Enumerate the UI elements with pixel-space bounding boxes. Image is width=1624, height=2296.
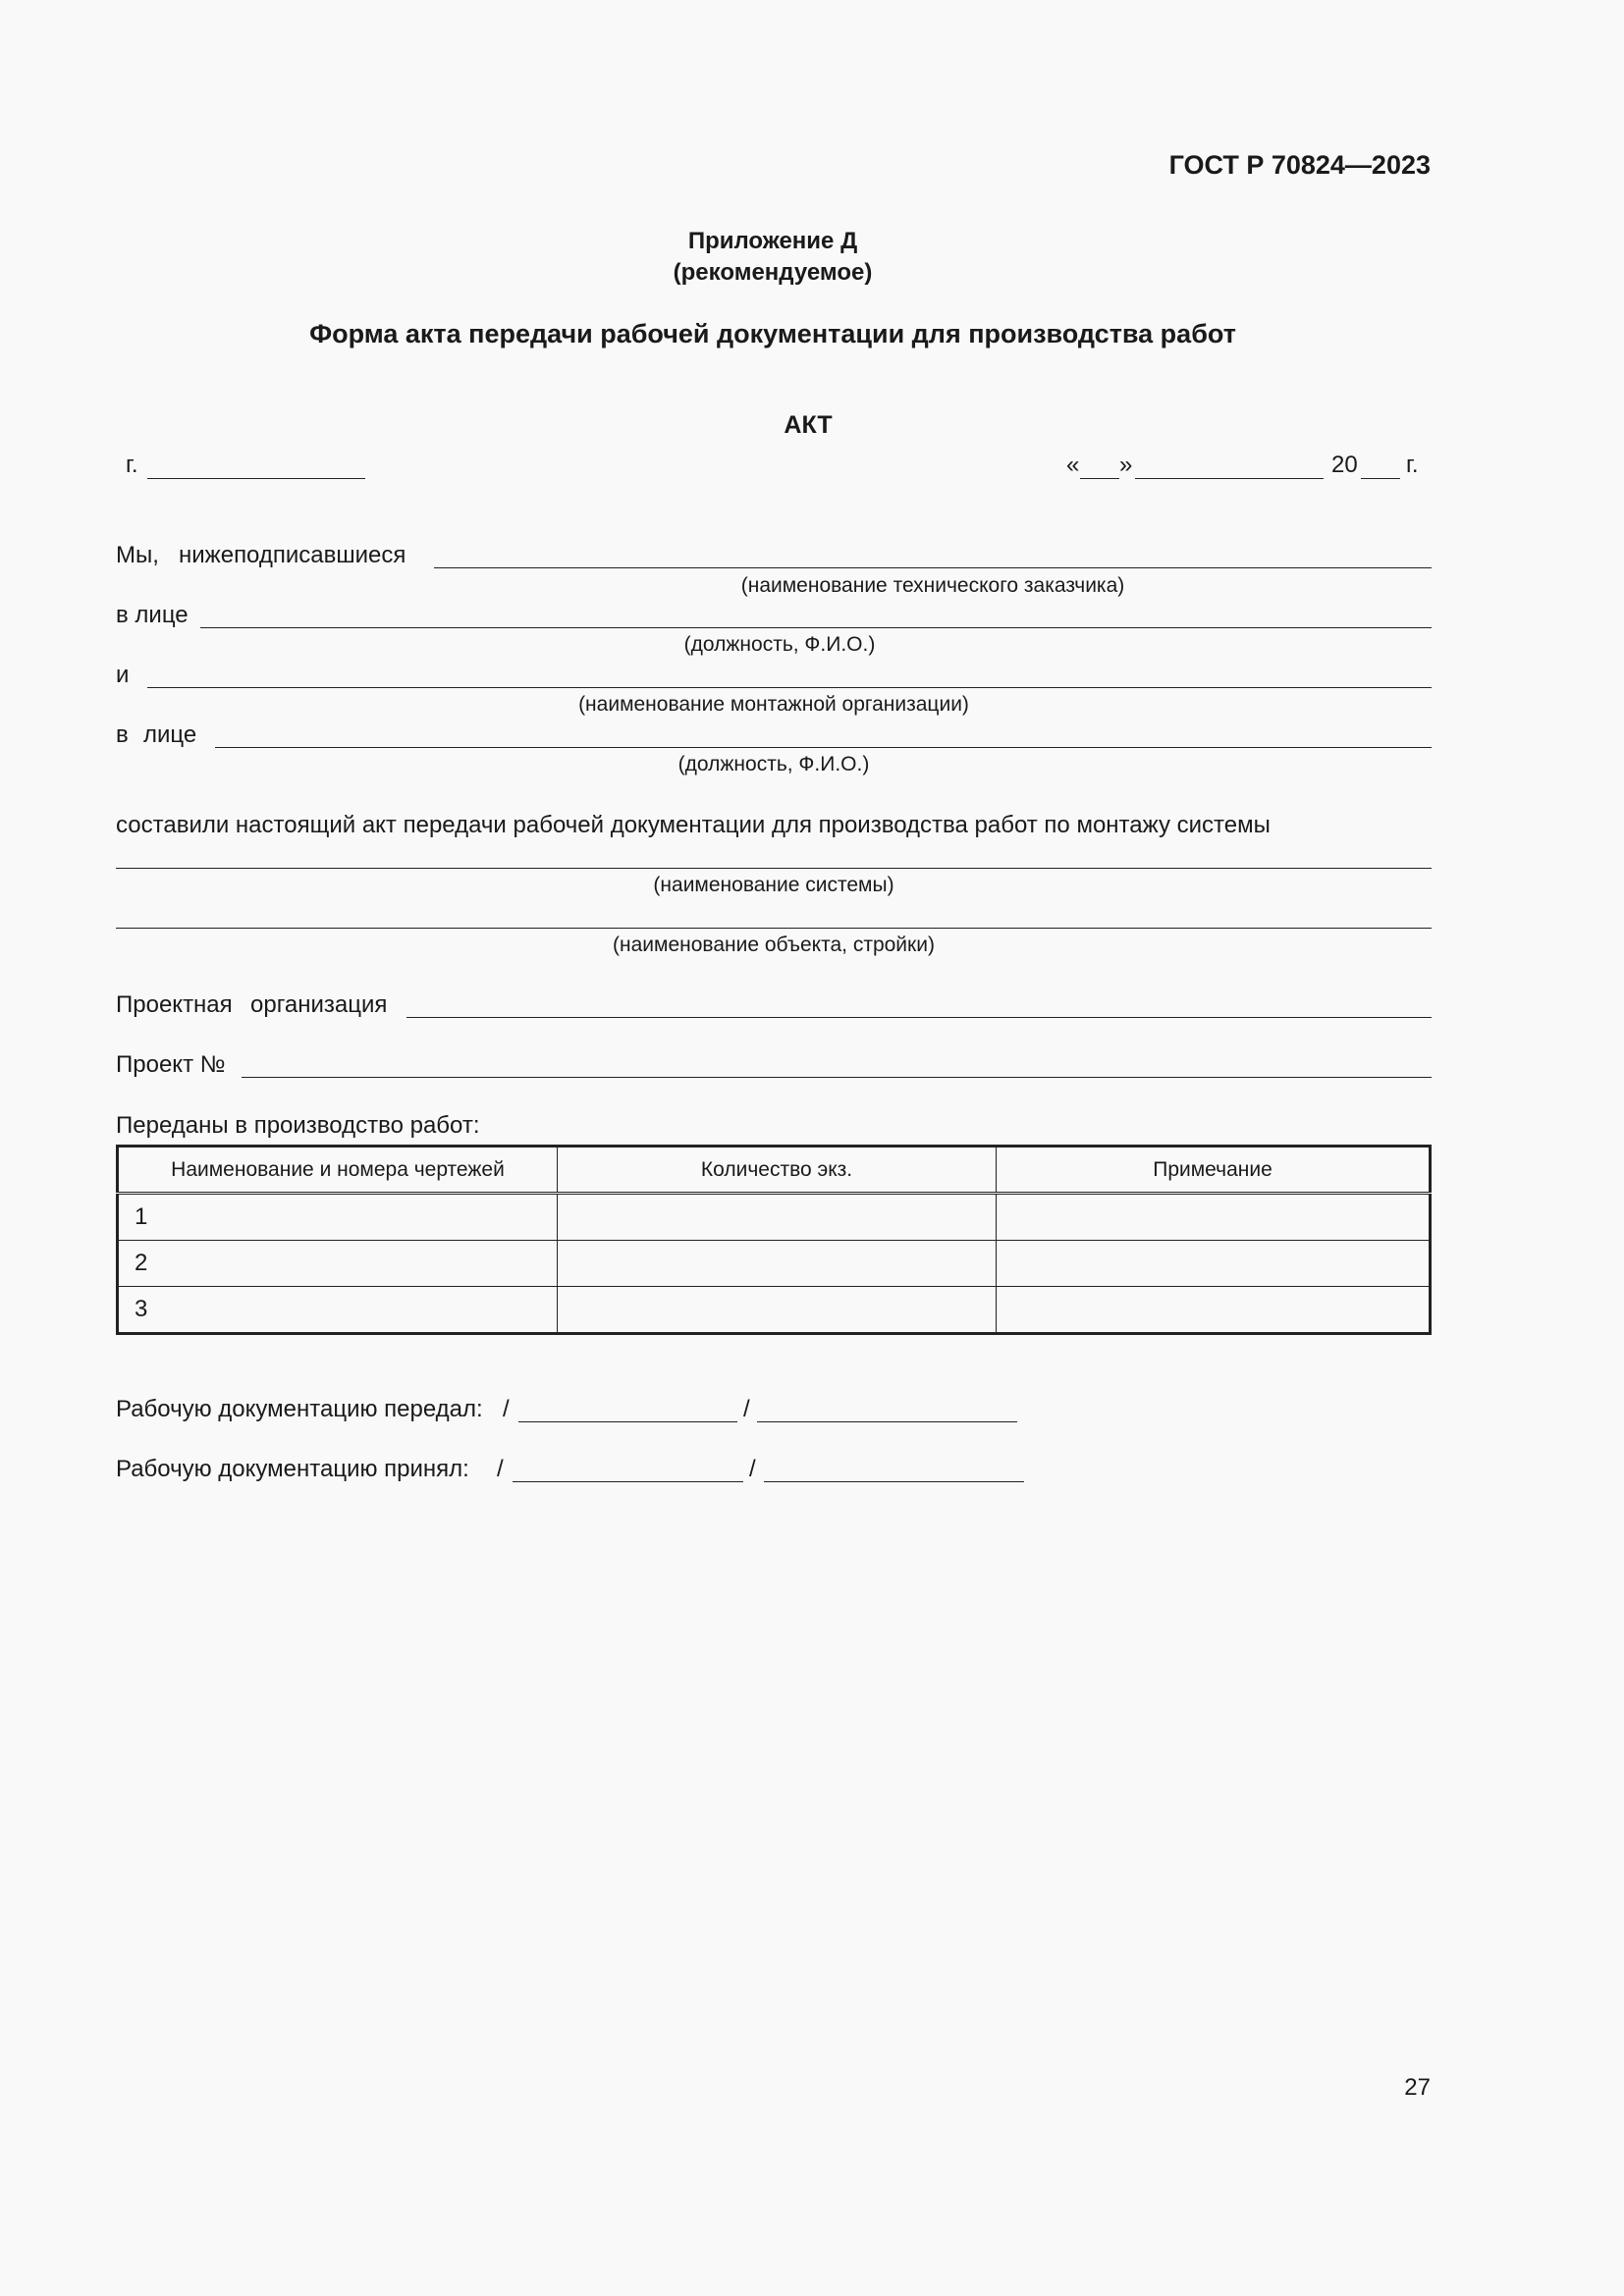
row-number[interactable]: 1 <box>118 1194 558 1241</box>
date-day-field[interactable] <box>1080 478 1119 479</box>
accepted-slash-1: / <box>497 1456 504 1482</box>
handed-over-signature-field[interactable] <box>518 1421 737 1422</box>
installer-caption: (наименование монтажной организации) <box>578 693 969 716</box>
in-person-label-1: в лице <box>116 602 189 628</box>
document-code: ГОСТ Р 70824—2023 <box>1168 150 1431 180</box>
city-field[interactable] <box>147 478 365 479</box>
quantity-cell[interactable] <box>558 1194 997 1241</box>
object-field[interactable] <box>116 928 1432 929</box>
date-open-quote: « <box>1066 452 1080 478</box>
appendix-status: (рекомендуемое) <box>673 259 873 286</box>
handed-over-name-field[interactable] <box>757 1421 1017 1422</box>
table-row <box>118 1287 1431 1334</box>
undersigned-label: нижеподписавшиеся <box>179 542 406 568</box>
and-label: и <box>116 662 130 688</box>
system-field[interactable] <box>116 868 1432 869</box>
header-quantity: Количество экз. <box>558 1147 997 1194</box>
accepted-signature-field[interactable] <box>513 1481 743 1482</box>
city-prefix: г. <box>126 452 138 478</box>
object-caption: (наименование объекта, стройки) <box>613 934 935 956</box>
position-caption-2: (должность, Ф.И.О.) <box>677 753 870 775</box>
customer-caption: (наименование технического заказчика) <box>740 574 1125 597</box>
accepted-name-field[interactable] <box>764 1481 1024 1482</box>
transfer-table <box>116 1145 1432 1335</box>
table-row <box>118 1194 1431 1241</box>
handed-over-slash-2: / <box>743 1396 750 1422</box>
handed-over-slash-1: / <box>503 1396 510 1422</box>
header-note: Примечание <box>997 1147 1431 1194</box>
row-number[interactable]: 2 <box>118 1241 558 1287</box>
installer-representative-field[interactable] <box>215 747 1432 748</box>
year-suffix: г. <box>1406 452 1419 478</box>
system-caption: (наименование системы) <box>653 874 894 896</box>
table-row <box>118 1241 1431 1287</box>
project-number-field[interactable] <box>242 1077 1432 1078</box>
form-title: Форма акта передачи рабочей документации для производства работ <box>309 319 1236 348</box>
accepted-slash-2: / <box>749 1456 756 1482</box>
in-person-v: в <box>116 721 129 748</box>
transferred-label: Переданы в производство работ: <box>116 1112 480 1139</box>
customer-representative-field[interactable] <box>200 627 1432 628</box>
design-org-field[interactable] <box>406 1017 1432 1018</box>
quantity-cell[interactable] <box>558 1287 997 1334</box>
quantity-cell[interactable] <box>558 1241 997 1287</box>
position-caption-1: (должность, Ф.И.О.) <box>683 633 876 656</box>
design-org-word1: Проектная <box>116 991 233 1018</box>
note-cell[interactable] <box>997 1194 1431 1241</box>
installer-field[interactable] <box>147 687 1432 688</box>
note-cell[interactable] <box>997 1287 1431 1334</box>
date-year-field[interactable] <box>1361 478 1400 479</box>
accepted-label: Рабочую документацию принял: <box>116 1456 469 1482</box>
we-label: Мы, <box>116 542 159 568</box>
year-prefix: 20 <box>1331 452 1358 478</box>
act-title: АКТ <box>784 411 833 439</box>
customer-field[interactable] <box>434 567 1432 568</box>
row-number[interactable]: 3 <box>118 1287 558 1334</box>
date-month-field[interactable] <box>1135 478 1324 479</box>
date-close-quote: » <box>1119 452 1133 478</box>
project-label: Проект № <box>116 1051 226 1078</box>
note-cell[interactable] <box>997 1241 1431 1287</box>
handed-over-label: Рабочую документацию передал: <box>116 1396 483 1422</box>
in-person-litse: лице <box>143 721 197 748</box>
header-drawings: Наименование и номера чертежей <box>118 1147 558 1194</box>
table-header-row <box>118 1147 1431 1194</box>
design-org-word2: организация <box>250 991 388 1018</box>
act-statement: составили настоящий акт передачи рабочей документации для производства работ по монтажу системы <box>116 812 1271 838</box>
appendix-title: Приложение Д <box>687 228 858 254</box>
page-number: 27 <box>1404 2074 1431 2101</box>
